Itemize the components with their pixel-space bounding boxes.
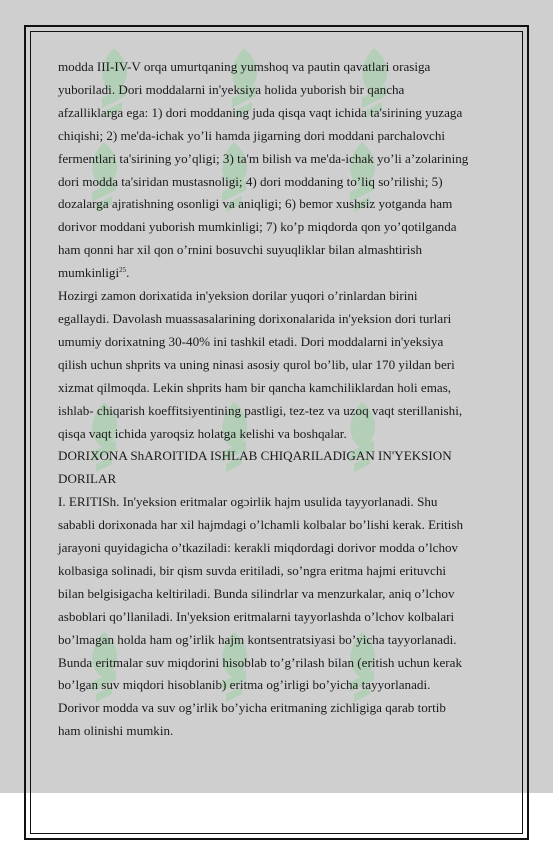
text-line: sababli dorixonada har xil hajmdagi o’lchamli kolbalar bo’lishi kerak. Eritish (58, 517, 464, 533)
document-body (58, 56, 498, 743)
section-heading: DORIXONA ShAROITIDA ISHLAB CHIQARILADIGAN IN'YEKSION (58, 448, 452, 464)
text-line: kolbasiga solinadi, bir qism suvda eritiladi, so’ngra eritma hajmi erituvchi (58, 562, 446, 578)
text-line: egallaydi. Davolash muassasalarining dorixonalarida in'yeksion dori turlari (58, 310, 452, 326)
text-fragment: . (126, 265, 130, 281)
text-line: fermentlari ta'sirining yo’qligi; 3) ta'm bilish va me'da-ichak yo’li a’zolarining (58, 150, 469, 166)
text-line: xizmat qilmoqda. Lekin shprits ham bir qancha kamchiliklardan holi emas, (58, 379, 452, 395)
text-line: dorivor moddani yuborish mumkinligi; 7) ko’p miqdorda qon yo’qotilganda (58, 219, 457, 235)
text-line: bilan belgisigacha keltiriladi. Bunda silindrlar va menzurkalar, aniq o’lchov (58, 585, 455, 601)
text-line: Hozirgi zamon dorixatida in'yeksion dorilar yuqori o’rinlardan birini (58, 288, 418, 304)
text-line: qisqa vaqt ichida yaroqsiz holatga kelishi va boshqalar. (58, 425, 347, 441)
text-line: afzalliklarga ega: 1) dori moddaning juda qisqa vaqt ichida ta'sirining yuzaga (58, 104, 463, 120)
text-fragment: mumkinligi (58, 265, 120, 281)
text-line-with-footnote (58, 262, 498, 285)
text-line: umumiy dorixatning 30-40% ini tashkil etadi. Dori moddalarni in'yeksiya (58, 333, 444, 349)
section-heading: DORILAR (58, 471, 117, 487)
text-line: ham olinishi mumkin. (58, 723, 174, 739)
text-line: ham qonni har xil qon o’rnini bosuvchi suyuqliklar bilan almashtirish (58, 242, 423, 258)
footnote-reference: 25 (119, 266, 127, 275)
text-line: yuboriladi. Dori moddalarni in'yeksiya holida yuborish bir qancha (58, 81, 405, 97)
text-line: I. ERITISh. In'yeksion eritmalar ogɔirlik hajm usulida tayyorlanadi. Shu (58, 494, 438, 510)
text-line: Bunda eritmalar suv miqdorini hisoblab to’g’rilash bilan (eritish uchun kerak (58, 654, 462, 670)
text-line: dori modda ta'siridan mustasnoligi; 4) dori moddaning to’liq so’rilishi; 5) (58, 173, 443, 189)
text-line: jarayoni quyidagicha o’tkaziladi: kerakli miqdordagi dorivor modda o’lchov (58, 540, 459, 556)
text-line: modda III-IV-V orqa umurtqaning yumshoq va pautin qavatlari orasiga (58, 59, 431, 74)
text-line: bo’lgan suv miqdori hisoblanib) eritma og’irligi bo’yicha tayyorlanadi. (58, 677, 431, 693)
text-line: ishlab- chiqarish koeffitsiyentining pastligi, tez-tez va uzoq vaqt sterillanishi, (58, 402, 463, 418)
text-line: bo’lmagan holda ham og’irlik hajm kontsentratsiyasi bo’yicha tayyorlanadi. (58, 631, 457, 647)
text-line: dozalarga ajratishning osonligi va aniqligi; 6) bemor xushsiz yotganda ham (58, 196, 453, 212)
text-line: Dorivor modda va suv og’irlik bo’yicha eritmaning zichligiga qarab tortib (58, 700, 446, 716)
text-line: asboblari qo’llaniladi. In'yeksion eritmalarni tayyorlashda o’lchov kolbalari (58, 608, 455, 624)
text-line: qilish uchun shprits va uning ninasi asosiy qurol bo’lib, ular 170 yildan beri (58, 356, 455, 372)
text-line: chiqishi; 2) me'da-ichak yo’li hamda jigarning dori moddani parchalovchi (58, 127, 446, 143)
